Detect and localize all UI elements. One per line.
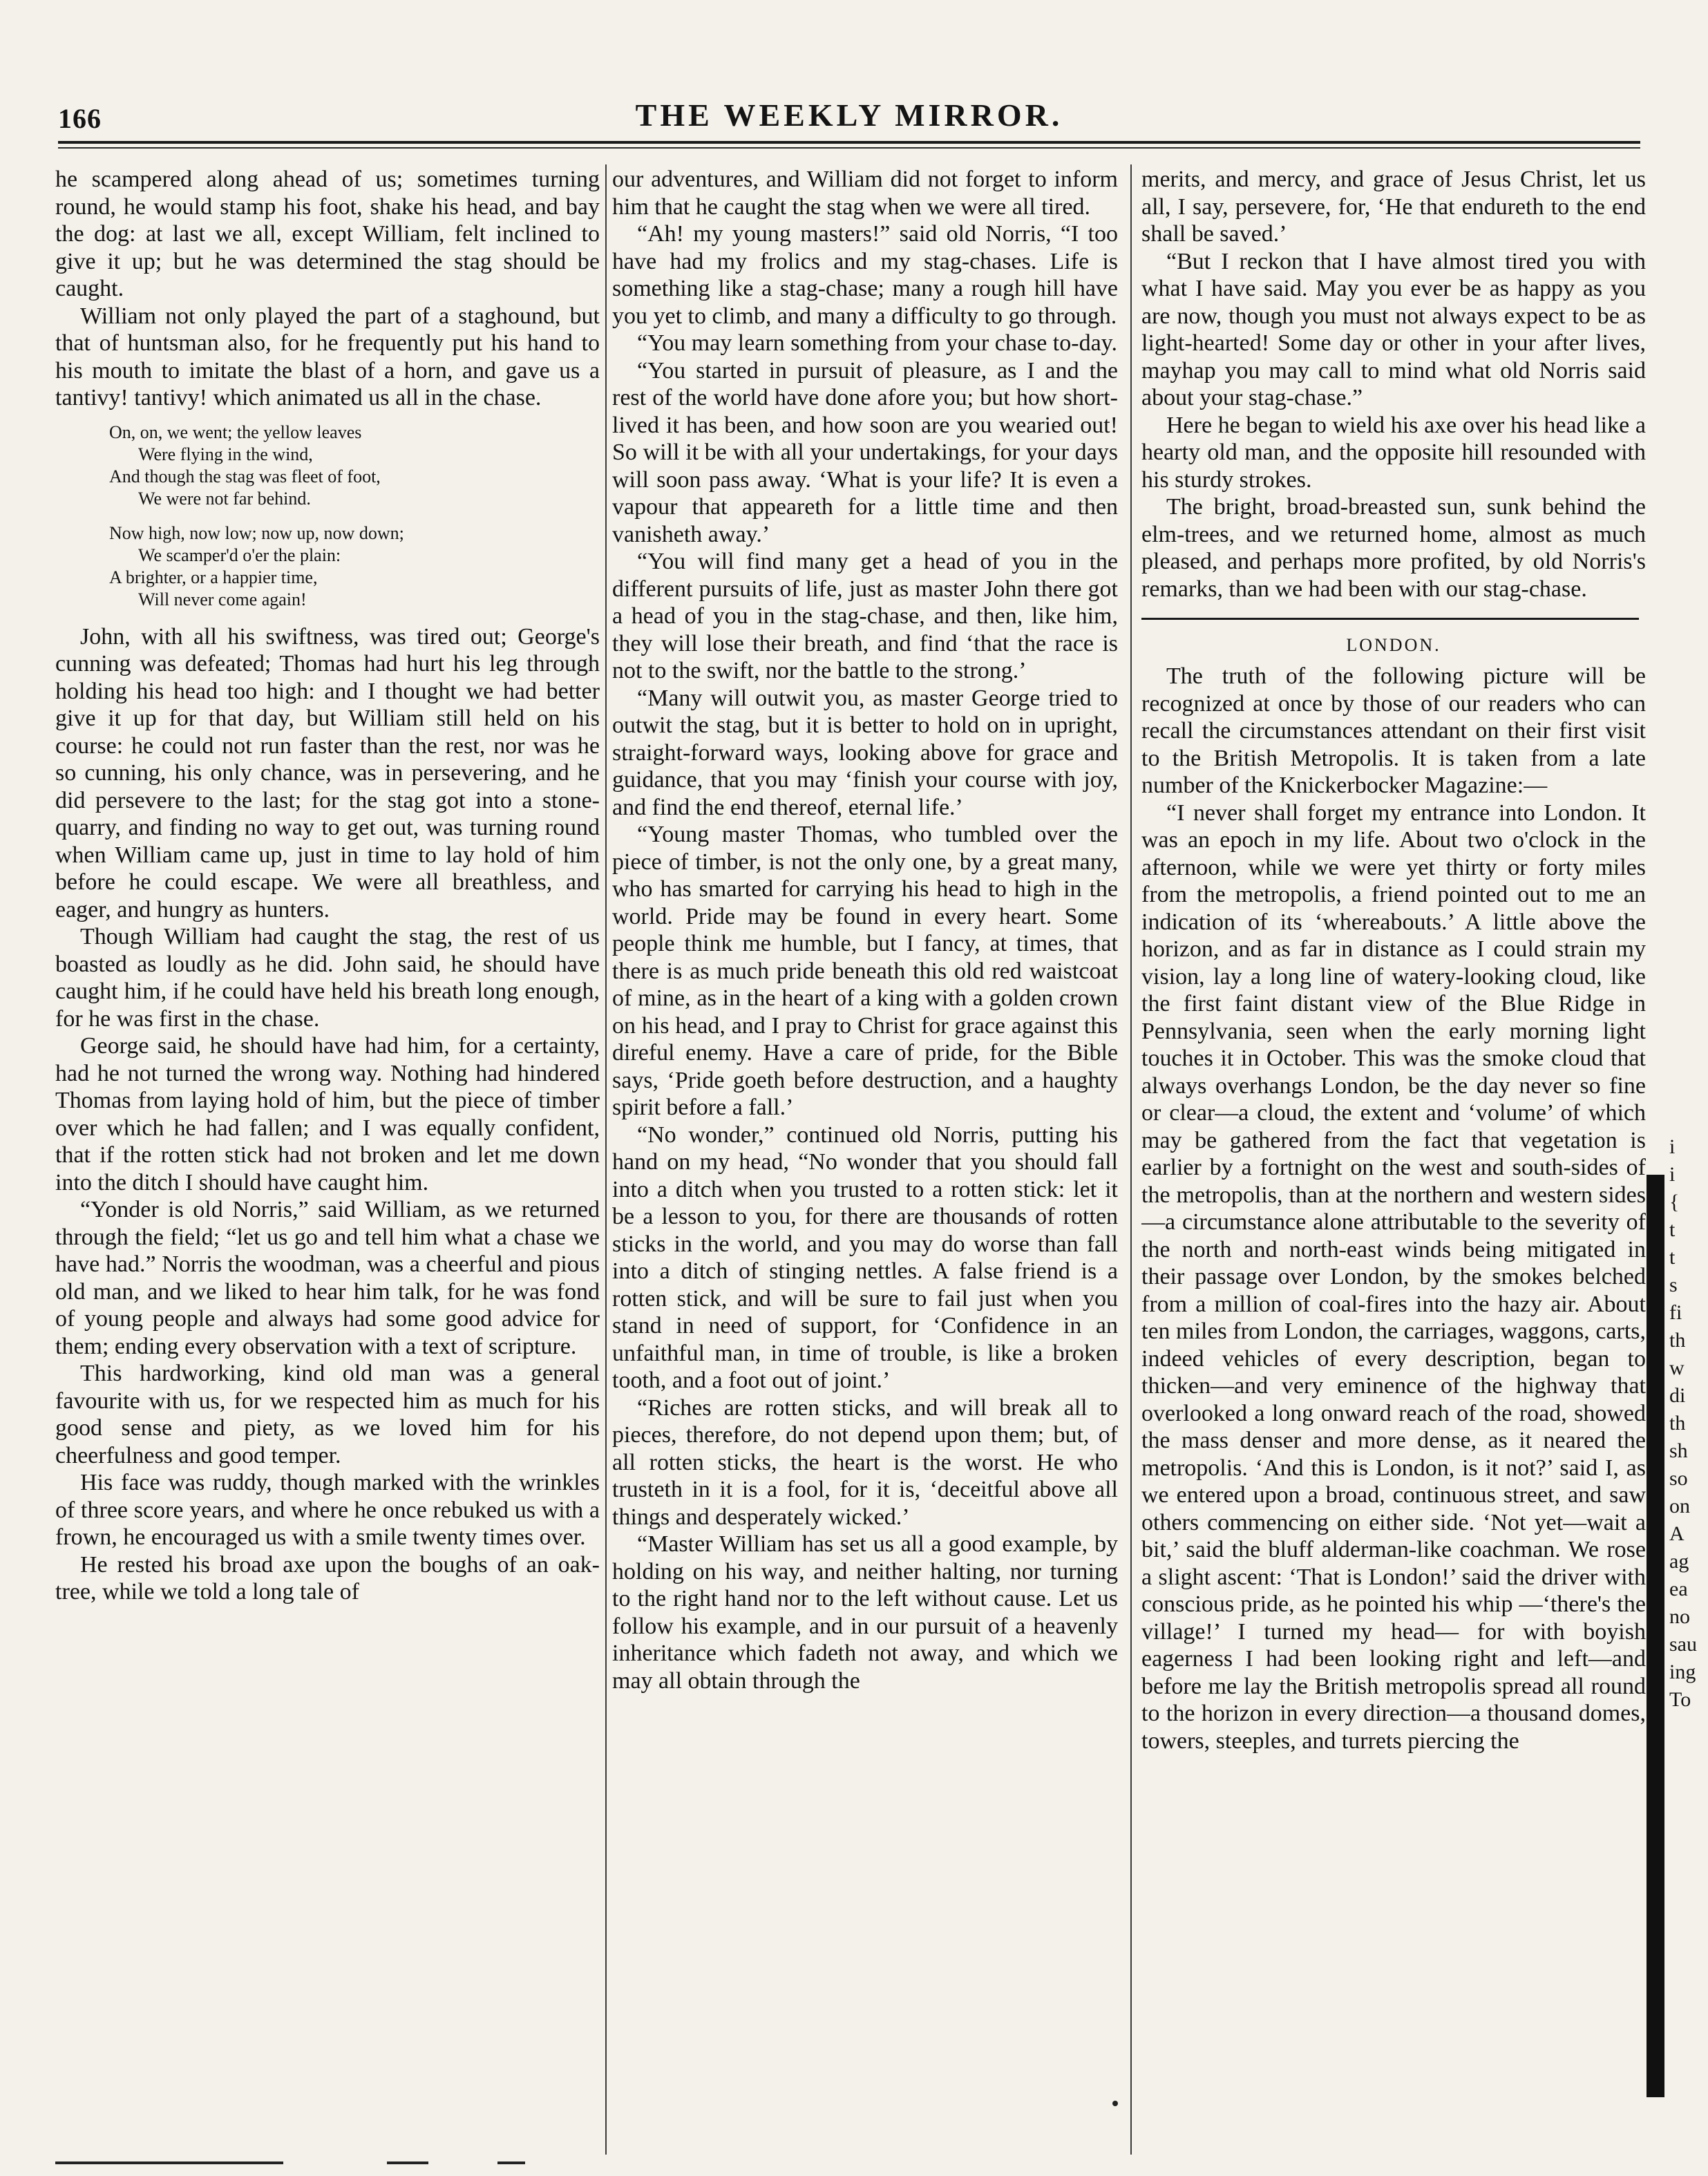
margin-fragment: ea: [1669, 1578, 1688, 1600]
paragraph: he scampered along ahead of us; sometimes turning round, he would stamp his foot, shake his head, and bay the dog: at last we all, except William, felt inclined to give it up; but he was determined the stag should be caught.: [55, 167, 600, 301]
poem: [109, 422, 600, 611]
paragraph: “Ah! my young masters!” said old Norris, “I too have had my frolics and my stag-chases. Life is something like a stag-chase; many a rough hill have you yet to climb, and many a difficulty to go through.: [612, 221, 1118, 329]
poem-line: A brighter, or a happier time,: [109, 567, 318, 587]
paragraph: This hardworking, kind old man was a general favourite with us, for we respected him as much for his good sense and piety, as we loved him for his cheerfulness and good temper.: [55, 1361, 600, 1468]
paragraph: “Young master Thomas, who tumbled over the piece of timber, is not the only one, by a great many, who has smarted for carrying his head to high in the world. Pride may be found in every heart. Some people think me humble, but I fancy, at times, that there is as much pride beneath this old red waistcoat of mine, as in the heart of a king with a golden crown on his head, and I pray to Christ for grace against this direful enemy. Have a care of pride, for the Bible says, ‘Pride goeth before destruction, and a haughty spirit before a fall.’: [612, 822, 1118, 1120]
paragraph: The bright, broad-breasted sun, sunk behind the elm-trees, and we returned home, almost as much pleased, and perhaps more profited, by old Norris's remarks, than we had been with our stag-chase.: [1141, 494, 1646, 602]
margin-fragment: To: [1669, 1688, 1691, 1711]
adjacent-page-fragments: [1669, 1133, 1708, 2156]
paragraph: Here he began to wield his axe over his head like a hearty old man, and the opposite hill resounded with his sturdy strokes.: [1141, 412, 1646, 493]
margin-fragment: th: [1669, 1412, 1686, 1435]
margin-fragment: th: [1669, 1329, 1686, 1352]
poem-line: Now high, now low; now up, now down;: [109, 522, 404, 543]
margin-fragment: i: [1669, 1135, 1676, 1158]
paragraph: “Yonder is old Norris,” said William, as we returned through the field; “let us go and tell him what a chase we have had.” Norris the woodman, was a cheerful and pious old man, and we liked to hear him talk, for he was fond of young people and always had some good advice for them; ending every observation with a text of scripture.: [55, 1197, 600, 1359]
poem-line: Were flying in the wind,: [138, 444, 313, 464]
binding-edge-shadow: [1647, 1175, 1664, 2097]
poem-stanza: [109, 422, 600, 510]
poem-line: And though the stag was fleet of foot,: [109, 466, 381, 486]
header-rule-thin: [58, 147, 1640, 149]
margin-fragment: no: [1669, 1605, 1690, 1628]
margin-fragment: {: [1669, 1191, 1680, 1213]
margin-fragment: sau: [1669, 1633, 1697, 1656]
column-divider: [1130, 164, 1132, 2155]
footer-smudge: [497, 2161, 525, 2164]
poem-line: On, on, we went; the yellow leaves: [109, 422, 362, 442]
margin-fragment: w: [1669, 1356, 1685, 1379]
margin-fragment: t: [1669, 1218, 1676, 1241]
paragraph: George said, he should have had him, for a certainty, had he not turned the wrong way. Nothing had hindered Thomas from laying hold of him, but the piece of timber over which he had fallen; and I was equally confident, that if the rotten stick had not broken and let me down into the ditch I should have caught him.: [55, 1033, 600, 1195]
paragraph: He rested his broad axe upon the boughs of an oak-tree, while we told a long tale of: [55, 1551, 600, 1605]
paragraph: “Many will outwit you, as master George tried to outwit the stag, but it is better to hold on in upright, straight-forward ways, looking above for grace and guidance, that you may ‘finish your course with joy, and find the end thereof, eternal life.’: [612, 685, 1118, 820]
paragraph: “You started in pursuit of pleasure, as I and the rest of the world have done afore you; but how short-lived it has been, and how soon are you wearied out! So will it be with all your undertakings, for your days will soon pass away. ‘What is your life? It is even a vapour that appeareth for a little time and then vanisheth away.’: [612, 357, 1118, 547]
ink-speck: [1112, 2101, 1118, 2106]
footer-smudge: [387, 2161, 428, 2164]
poem-line: We scamper'd o'er the plain:: [138, 545, 341, 565]
section-title: LONDON.: [1346, 635, 1441, 655]
paragraph: The truth of the following picture will be recognized at once by those of our readers who can recall the circumstances attendant on their first visit to the British Metropolis. It is taken from a late number of the Knickerbocker Magazine:—: [1141, 663, 1646, 798]
margin-fragment: s: [1669, 1274, 1678, 1296]
section-divider: [1141, 618, 1639, 620]
poem-line: We were not far behind.: [138, 488, 311, 509]
paragraph: William not only played the part of a staghound, but that of huntsman also, for he frequently put his hand to his mouth to imitate the blast of a horn, and gave us a tantivy! tantivy! which animated us all in the chase.: [55, 303, 600, 410]
margin-fragment: sh: [1669, 1439, 1688, 1462]
footer-smudge: [55, 2161, 283, 2164]
paragraph: “Riches are rotten sticks, and will break all to pieces, therefore, do not depend upon them; but, of all rotten sticks, the heart is the worst. He who trusteth in it is a fool, for it is, ‘deceitful above all things and desperately wicked.’: [612, 1394, 1118, 1530]
paragraph: “I never shall forget my entrance into London. It was an epoch in my life. About two o'clock in the afternoon, while we were yet thirty or forty miles from the metropolis, a friend pointed out to me an indication of its ‘whereabouts.’ A little above the horizon, and as far in distance as I could strain my vision, lay a long line of watery-looking cloud, like the first faint distant view of the Blue Ridge in Pennsylvania, seen when the early morning light touches it in October. This was the smoke cloud that always overhangs London, be the day never so fine or clear—a cloud, the extent and ‘volume’ of which may be gathered from the fact that vegetation is earlier by a fortnight on the west and south-sides of the metropolis, than at the northern and western sides—a circumstance alone attributable to the severity of the north and north-east winds being mitigated in their passage over London, by the smokes belched from a million of coal-fires into the hazy air. About ten miles from London, the carriages, waggons, carts, indeed vehicles of every description, began to thicken—and very eminence of the highway that overlooked a long onward reach of the road, showed the mass denser and more dense, as it neared the metropolis. ‘And this is London, is it not?’ said I, as we entered upon a broad, continuous street, and saw others commencing on either side. ‘Not yet—wait a bit,’ said the bluff alderman-like coachman. We rose a slight ascent: ‘That is London!’ said the driver with conscious pride, as he pointed his whip —‘there's the village!’ I turned my head— for with boyish eagerness I had been looking right and left—and before me lay the British metropolis spread all round to the horizon in every direction—a thousand domes, towers, steeples, and turrets piercing the: [1141, 800, 1646, 1754]
paragraph: “You may learn something from your chase to-day.: [637, 330, 1117, 356]
publication-title: THE WEEKLY MIRROR.: [635, 97, 1063, 133]
paragraph: our adventures, and William did not forget to inform him that he caught the stag when we were all tired.: [612, 167, 1118, 220]
paragraph: “But I reckon that I have almost tired you with what I have said. May you ever be as happy as you are now, though you must not always expect to be as light-hearted! Some day or other in your after lives, mayhap you may call to mind what old Norris said about your stag-chase.”: [1141, 248, 1646, 410]
header-rule: [58, 141, 1640, 144]
poem-line: Will never come again!: [138, 589, 307, 609]
column-2: [612, 166, 1118, 2156]
paragraph: “You will find many get a head of you in the different pursuits of life, just as master John there got a head of you in the stag-chase, and then, like him, they will lose their breath, and find ‘that the race is not to the swift, nor the battle to the strong.’: [612, 549, 1118, 683]
paragraph: “No wonder,” continued old Norris, putting his hand on my head, “No wonder that you should fall into a ditch when you trusted to a rotten stick: let it be a lesson to you, for there are thousands of rotten sticks in the world, and you may do worse than fall into a ditch of stinging nettles. A false friend is a rotten stick, and will be sure to fail just when you stand in need of support, for ‘Confidence in an unfaithful man, in time of trouble, is like a broken tooth, and a foot out of joint.’: [612, 1122, 1118, 1393]
margin-fragment: di: [1669, 1384, 1686, 1407]
margin-fragment: on: [1669, 1495, 1690, 1517]
column-3: [1141, 166, 1646, 2156]
paragraph: John, with all his swiftness, was tired out; George's cunning was defeated; Thomas had hurt his leg through holding his head too high: and I thought we had better give it up for that day, but William still held on his course: he could not run faster than the rest, nor was he so cunning, his only chance, was in persevering, and he did persevere to the last; for the stag got into a stone-quarry, and finding no way to get out, was turning round when William came up, just in time to lay hold of him before he could escape. We were all breathless, and eager, and hungry as hunters.: [55, 623, 600, 923]
margin-fragment: so: [1669, 1467, 1688, 1490]
poem-stanza: [109, 522, 600, 611]
column-1: [55, 166, 600, 2156]
margin-fragment: ing: [1669, 1661, 1696, 1683]
paragraph: merits, and mercy, and grace of Jesus Christ, let us all, I say, persevere, for, ‘He that endureth to the end shall be saved.’: [1141, 167, 1646, 247]
margin-fragment: i: [1669, 1163, 1676, 1186]
paragraph: “Master William has set us all a good example, by holding on his way, and neither halting, nor turning to the right hand nor to the left without cause. Let us follow his example, and in our pursuit of a heavenly inheritance which fadeth not away, and which we may all obtain through the: [612, 1531, 1118, 1694]
margin-fragment: ag: [1669, 1550, 1689, 1573]
page-number: 166: [58, 103, 102, 134]
page-header: [58, 97, 1640, 152]
margin-fragment: A: [1669, 1522, 1685, 1545]
paragraph: His face was ruddy, though marked with the wrinkles of three score years, and where he once rebuked us with a frown, he encouraged us with a smile twenty times over.: [55, 1470, 600, 1550]
margin-fragment: fi: [1669, 1301, 1682, 1324]
column-divider: [605, 164, 607, 2155]
paragraph: Though William had caught the stag, the rest of us boasted as loudly as he did. John said, he should have caught him, if he could have held his breath long enough, for he was first in the chase.: [55, 924, 600, 1032]
margin-fragment: t: [1669, 1246, 1676, 1269]
